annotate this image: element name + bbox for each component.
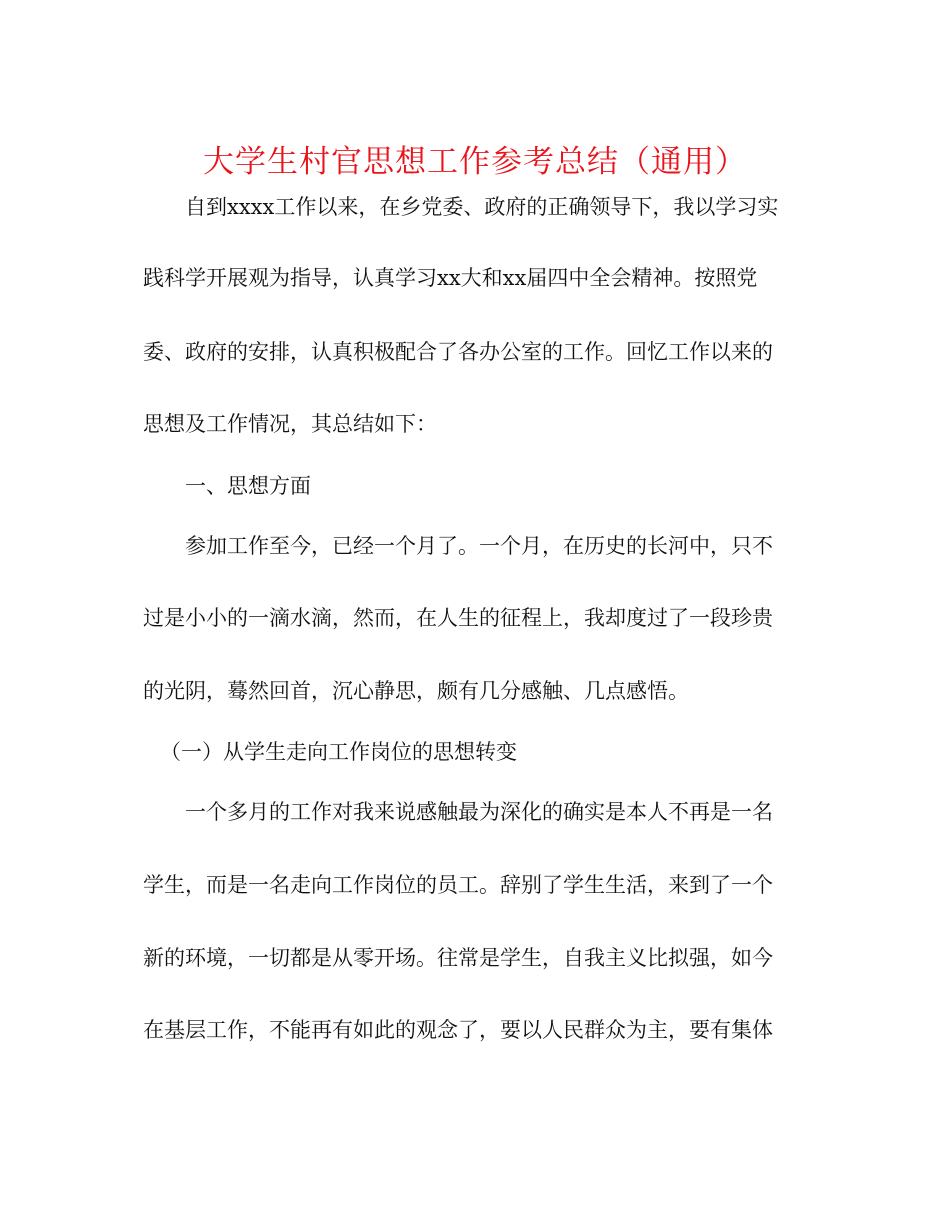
paragraph-line: 在基层工作，不能再有如此的观念了，要以人民群众为主，要有集体 — [143, 1018, 773, 1042]
paragraph-line: 学生，而是一名走向工作岗位的员工。辞别了学生生活，来到了一个 — [143, 873, 773, 897]
paragraph-line: 过是小小的一滴水滴，然而，在人生的征程上，我却度过了一段珍贵 — [143, 606, 773, 630]
paragraph-line: 一个多月的工作对我来说感触最为深化的确实是本人不再是一名 — [185, 800, 773, 824]
paragraph-line: 思想及工作情况，其总结如下： — [143, 412, 437, 436]
paragraph-line: 参加工作至今，已经一个月了。一个月，在历史的长河中，只不 — [185, 534, 773, 558]
document-title: 大学生村官思想工作参考总结（通用） — [203, 144, 747, 180]
paragraph-line: 委、政府的安排，认真积极配合了各办公室的工作。回忆工作以来的 — [143, 340, 773, 364]
subsection-heading: （一）从学生走向工作岗位的思想转变 — [160, 740, 517, 764]
paragraph-line: 践科学开展观为指导，认真学习xx大和xx届四中全会精神。按照党 — [143, 266, 758, 290]
paragraph-line: 自到xxxx工作以来，在乡党委、政府的正确领导下，我以学习实 — [185, 195, 779, 219]
section-heading: 一、思想方面 — [185, 474, 311, 498]
paragraph-line: 的光阴，蓦然回首，沉心静思，颇有几分感触、几点感悟。 — [143, 679, 689, 703]
paragraph-line: 新的环境，一切都是从零开场。往常是学生，自我主义比拟强，如今 — [143, 946, 773, 970]
